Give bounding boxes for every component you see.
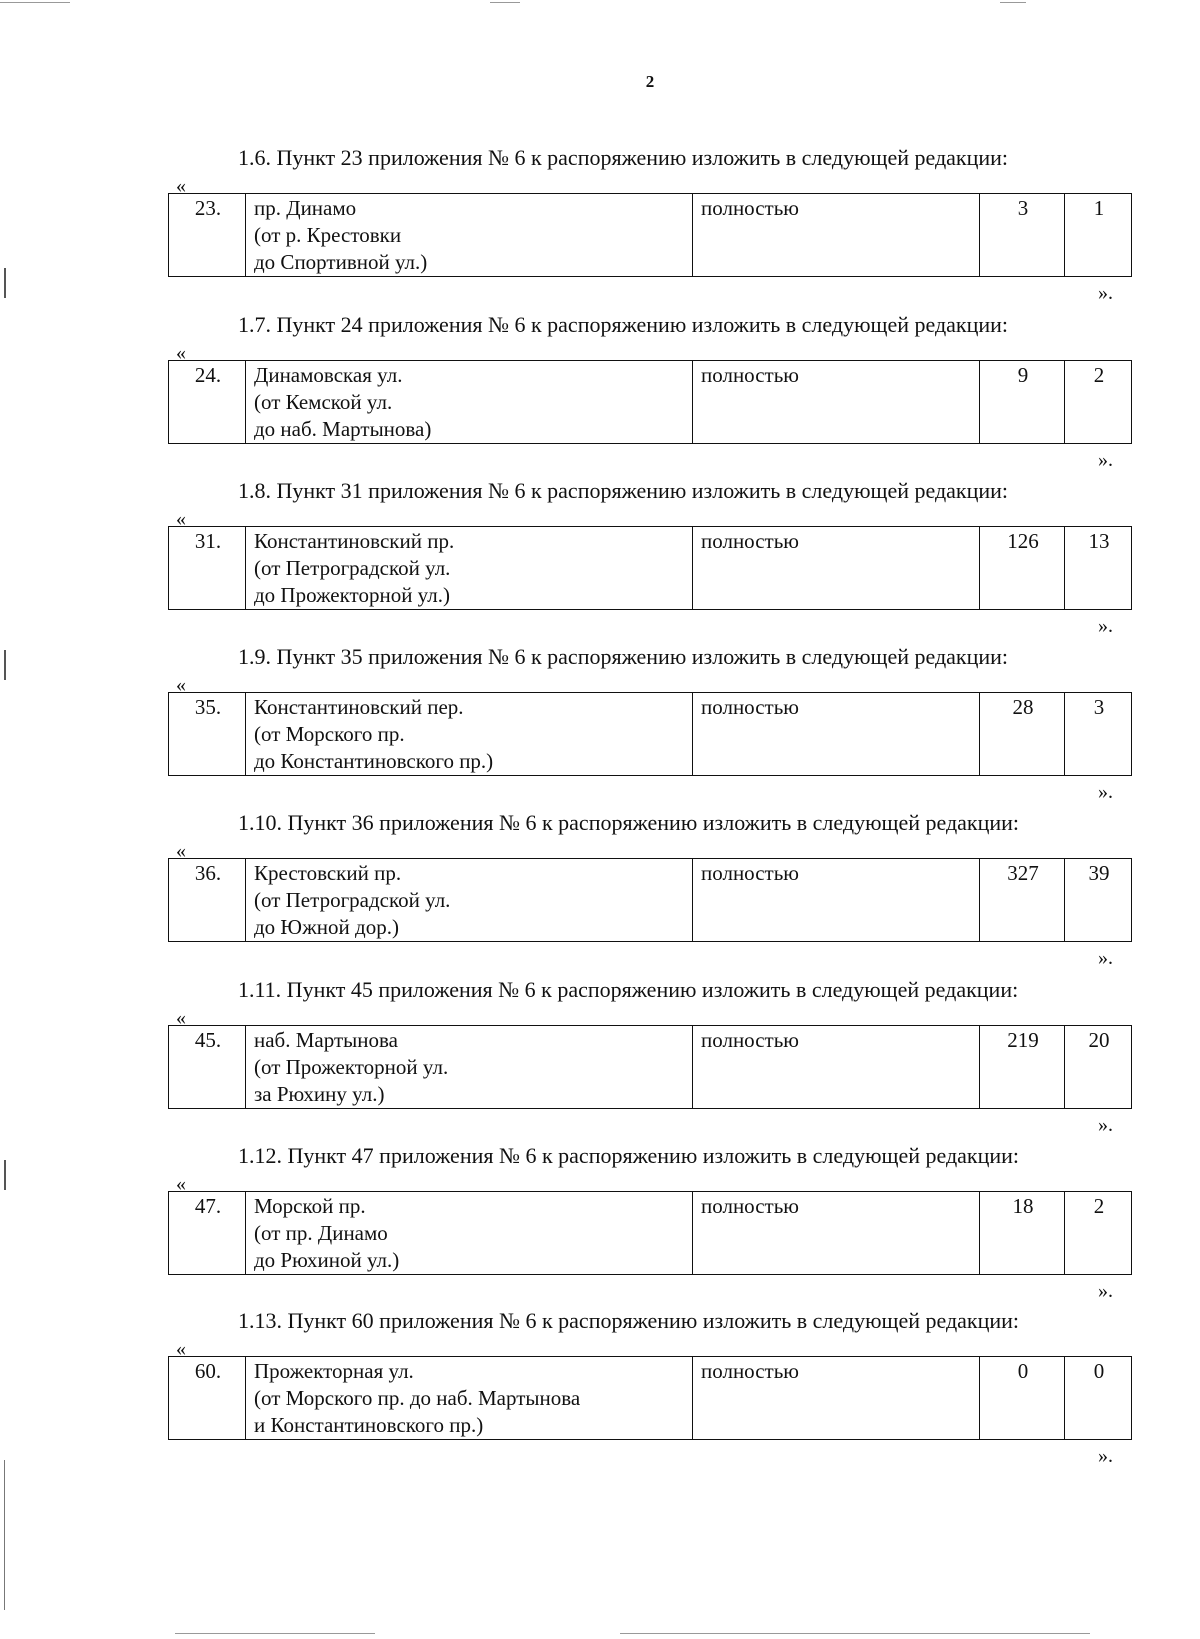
scope-cell: полностью (693, 1192, 980, 1275)
close-quote: ». (1098, 947, 1113, 969)
value-b-cell: 2 (1065, 361, 1132, 444)
value-a-cell: 9 (980, 361, 1065, 444)
open-quote: « (176, 1173, 186, 1195)
amendment-table (168, 1356, 1132, 1440)
value-b-cell: 20 (1065, 1026, 1132, 1109)
street-name-line: за Рюхину ул.) (254, 1082, 385, 1106)
table-row (169, 527, 1132, 610)
amendment-table (168, 360, 1132, 444)
item-number-cell: 31. (169, 527, 246, 610)
open-quote: « (176, 674, 186, 696)
value-a-cell: 219 (980, 1026, 1065, 1109)
street-name-line: Морской пр. (254, 1194, 366, 1218)
item-number-cell: 47. (169, 1192, 246, 1275)
page-number: 2 (645, 72, 655, 91)
section-heading: 1.11. Пункт 45 приложения № 6 к распоряжению изложить в следующей редакции: (238, 977, 1019, 1002)
close-quote: ». (1098, 1280, 1113, 1302)
street-name-cell (246, 527, 693, 610)
street-name-line: пр. Динамо (254, 196, 357, 220)
street-name-cell (246, 693, 693, 776)
margin-mark (4, 650, 6, 680)
scope-cell: полностью (693, 527, 980, 610)
amendment-table (168, 858, 1132, 942)
street-name-line: (от Морского пр. (254, 722, 405, 746)
table-row (169, 859, 1132, 942)
value-b-cell: 0 (1065, 1357, 1132, 1440)
street-name-line: Константиновский пер. (254, 695, 464, 719)
scope-cell: полностью (693, 1357, 980, 1440)
section-heading: 1.12. Пункт 47 приложения № 6 к распоряжению изложить в следующей редакции: (238, 1143, 1020, 1168)
table-row (169, 361, 1132, 444)
scan-artifact-line (0, 2, 70, 3)
street-name-cell (246, 1357, 693, 1440)
scan-artifact-line (175, 1633, 375, 1634)
section-heading: 1.13. Пункт 60 приложения № 6 к распоряжению изложить в следующей редакции: (238, 1308, 1020, 1333)
street-name-line: (от Прожекторной ул. (254, 1055, 449, 1079)
margin-mark (4, 1160, 6, 1190)
value-b-cell: 39 (1065, 859, 1132, 942)
scope-cell: полностью (693, 1026, 980, 1109)
street-name-cell (246, 859, 693, 942)
section-heading: 1.9. Пункт 35 приложения № 6 к распоряжению изложить в следующей редакции: (238, 644, 1009, 669)
street-name-line: (от Петроградской ул. (254, 556, 451, 580)
value-a-cell: 28 (980, 693, 1065, 776)
item-number-cell: 60. (169, 1357, 246, 1440)
amendment-table (168, 1191, 1132, 1275)
street-name-line: (от пр. Динамо (254, 1221, 388, 1245)
street-name-line: до Спортивной ул.) (254, 250, 428, 274)
street-name-line: наб. Мартынова (254, 1028, 398, 1052)
margin-mark (4, 268, 6, 298)
table-row (169, 693, 1132, 776)
street-name-line: до Рюхиной ул.) (254, 1248, 400, 1272)
street-name-line: (от р. Крестовки (254, 223, 402, 247)
value-b-cell: 2 (1065, 1192, 1132, 1275)
table-row (169, 1192, 1132, 1275)
street-name-line: Динамовская ул. (254, 363, 403, 387)
value-b-cell: 3 (1065, 693, 1132, 776)
value-a-cell: 0 (980, 1357, 1065, 1440)
section-heading: 1.6. Пункт 23 приложения № 6 к распоряжению изложить в следующей редакции: (238, 145, 1009, 170)
scope-cell: полностью (693, 194, 980, 277)
street-name-line: до Константиновского пр.) (254, 749, 494, 773)
value-a-cell: 327 (980, 859, 1065, 942)
item-number-cell: 36. (169, 859, 246, 942)
street-name-line: (от Петроградской ул. (254, 888, 451, 912)
item-number-cell: 24. (169, 361, 246, 444)
open-quote: « (176, 508, 186, 530)
amendment-table (168, 692, 1132, 776)
item-number-cell: 23. (169, 194, 246, 277)
table-row (169, 1026, 1132, 1109)
value-a-cell: 18 (980, 1192, 1065, 1275)
street-name-line: до наб. Мартынова) (254, 417, 432, 441)
amendment-table (168, 1025, 1132, 1109)
item-number-cell: 45. (169, 1026, 246, 1109)
table-row (169, 194, 1132, 277)
street-name-cell (246, 1026, 693, 1109)
street-name-cell (246, 361, 693, 444)
street-name-line: Крестовский пр. (254, 861, 402, 885)
close-quote: ». (1098, 781, 1113, 803)
street-name-cell (246, 194, 693, 277)
open-quote: « (176, 1338, 186, 1360)
street-name-cell (246, 1192, 693, 1275)
scope-cell: полностью (693, 693, 980, 776)
margin-mark (4, 1460, 5, 1610)
amendment-table (168, 193, 1132, 277)
scan-artifact-line (1000, 2, 1026, 3)
close-quote: ». (1098, 282, 1113, 304)
section-heading: 1.8. Пункт 31 приложения № 6 к распоряжению изложить в следующей редакции: (238, 478, 1009, 503)
scan-artifact-line (620, 1633, 1090, 1634)
street-name-line: Прожекторная ул. (254, 1359, 414, 1383)
scope-cell: полностью (693, 859, 980, 942)
close-quote: ». (1098, 615, 1113, 637)
value-b-cell: 1 (1065, 194, 1132, 277)
value-b-cell: 13 (1065, 527, 1132, 610)
scope-cell: полностью (693, 361, 980, 444)
section-heading: 1.10. Пункт 36 приложения № 6 к распоряжению изложить в следующей редакции: (238, 810, 1020, 835)
section-heading: 1.7. Пункт 24 приложения № 6 к распоряжению изложить в следующей редакции: (238, 312, 1009, 337)
open-quote: « (176, 840, 186, 862)
street-name-line: до Прожекторной ул.) (254, 583, 450, 607)
close-quote: ». (1098, 1114, 1113, 1136)
scan-artifact-line (490, 2, 520, 3)
open-quote: « (176, 1007, 186, 1029)
street-name-line: и Константиновского пр.) (254, 1413, 484, 1437)
street-name-line: (от Кемской ул. (254, 390, 393, 414)
street-name-line: (от Морского пр. до наб. Мартынова (254, 1386, 581, 1410)
close-quote: ». (1098, 1445, 1113, 1467)
open-quote: « (176, 175, 186, 197)
amendment-table (168, 526, 1132, 610)
open-quote: « (176, 342, 186, 364)
table-row (169, 1357, 1132, 1440)
value-a-cell: 126 (980, 527, 1065, 610)
value-a-cell: 3 (980, 194, 1065, 277)
close-quote: ». (1098, 449, 1113, 471)
item-number-cell: 35. (169, 693, 246, 776)
street-name-line: Константиновский пр. (254, 529, 455, 553)
street-name-line: до Южной дор.) (254, 915, 399, 939)
